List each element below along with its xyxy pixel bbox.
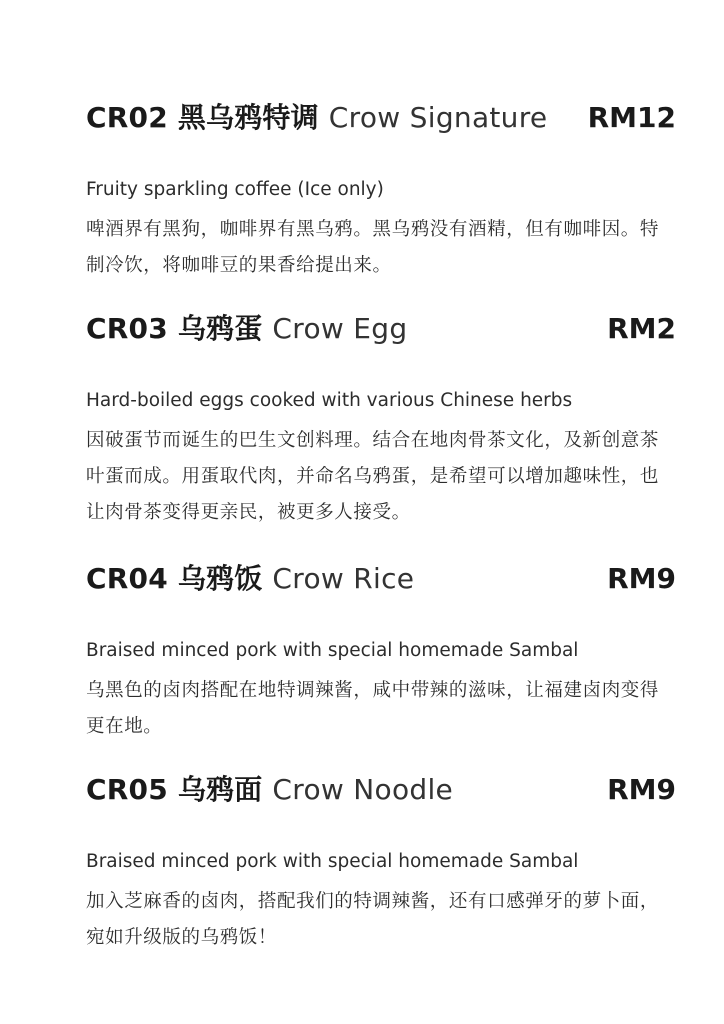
item-description-english: Hard-boiled eggs cooked with various Chinese herbs bbox=[86, 390, 573, 411]
menu-item-cr04 bbox=[86, 559, 676, 737]
item-header bbox=[86, 98, 676, 138]
item-description-chinese: 加入芝麻香的卤肉，搭配我们的特调辣酱，还有口感弹牙的萝卜面，宛如升级版的乌鸦饭！ bbox=[86, 891, 660, 948]
item-chinese-name: 乌鸦蛋 bbox=[177, 312, 263, 345]
item-english-name: Crow Rice bbox=[272, 562, 415, 595]
item-description bbox=[86, 385, 676, 531]
item-chinese-name: 乌鸦饭 bbox=[177, 562, 263, 595]
menu-item-cr05 bbox=[86, 770, 676, 948]
item-english-name: Crow Signature bbox=[328, 101, 548, 134]
item-price: RM2 bbox=[607, 312, 676, 345]
item-code: CR04 bbox=[86, 562, 168, 595]
item-header bbox=[86, 770, 676, 810]
item-english-name: Crow Egg bbox=[272, 312, 408, 345]
item-description-chinese: 乌黑色的卤肉搭配在地特调辣酱，咸中带辣的滋味，让福建卤肉变得更在地。 bbox=[86, 680, 660, 737]
item-description-english: Fruity sparkling coffee (Ice only) bbox=[86, 179, 384, 200]
item-chinese-name: 黑乌鸦特调 bbox=[177, 101, 319, 134]
item-description-chinese: 因破蛋节而诞生的巴生文创料理。结合在地肉骨茶文化，及新创意茶叶蛋而成。用蛋取代肉，并命名乌鸦蛋，是希望可以增加趣味性，也让肉骨茶变得更亲民，被更多人接受。 bbox=[86, 430, 660, 523]
item-code: CR03 bbox=[86, 312, 168, 345]
item-description bbox=[86, 635, 676, 745]
item-title bbox=[86, 770, 453, 810]
item-title bbox=[86, 559, 414, 599]
item-code: CR05 bbox=[86, 773, 168, 806]
item-title bbox=[86, 309, 407, 349]
item-title bbox=[86, 98, 547, 138]
item-description-english: Braised minced pork with special homemade Sambal bbox=[86, 640, 579, 661]
item-price: RM12 bbox=[587, 101, 676, 134]
item-header bbox=[86, 559, 676, 599]
item-description-english: Braised minced pork with special homemade Sambal bbox=[86, 851, 579, 872]
menu-item-cr02 bbox=[86, 98, 676, 276]
item-chinese-name: 乌鸦面 bbox=[177, 773, 263, 806]
item-description-chinese: 啤酒界有黑狗，咖啡界有黑乌鸦。黑乌鸦没有酒精，但有咖啡因。特制冷饮，将咖啡豆的果香给提出来。 bbox=[86, 219, 660, 276]
item-description bbox=[86, 174, 676, 284]
item-code: CR02 bbox=[86, 101, 168, 134]
item-english-name: Crow Noodle bbox=[272, 773, 454, 806]
item-price: RM9 bbox=[607, 562, 676, 595]
menu-item-cr03 bbox=[86, 309, 676, 523]
item-description bbox=[86, 846, 676, 956]
item-price: RM9 bbox=[607, 773, 676, 806]
item-header bbox=[86, 309, 676, 349]
